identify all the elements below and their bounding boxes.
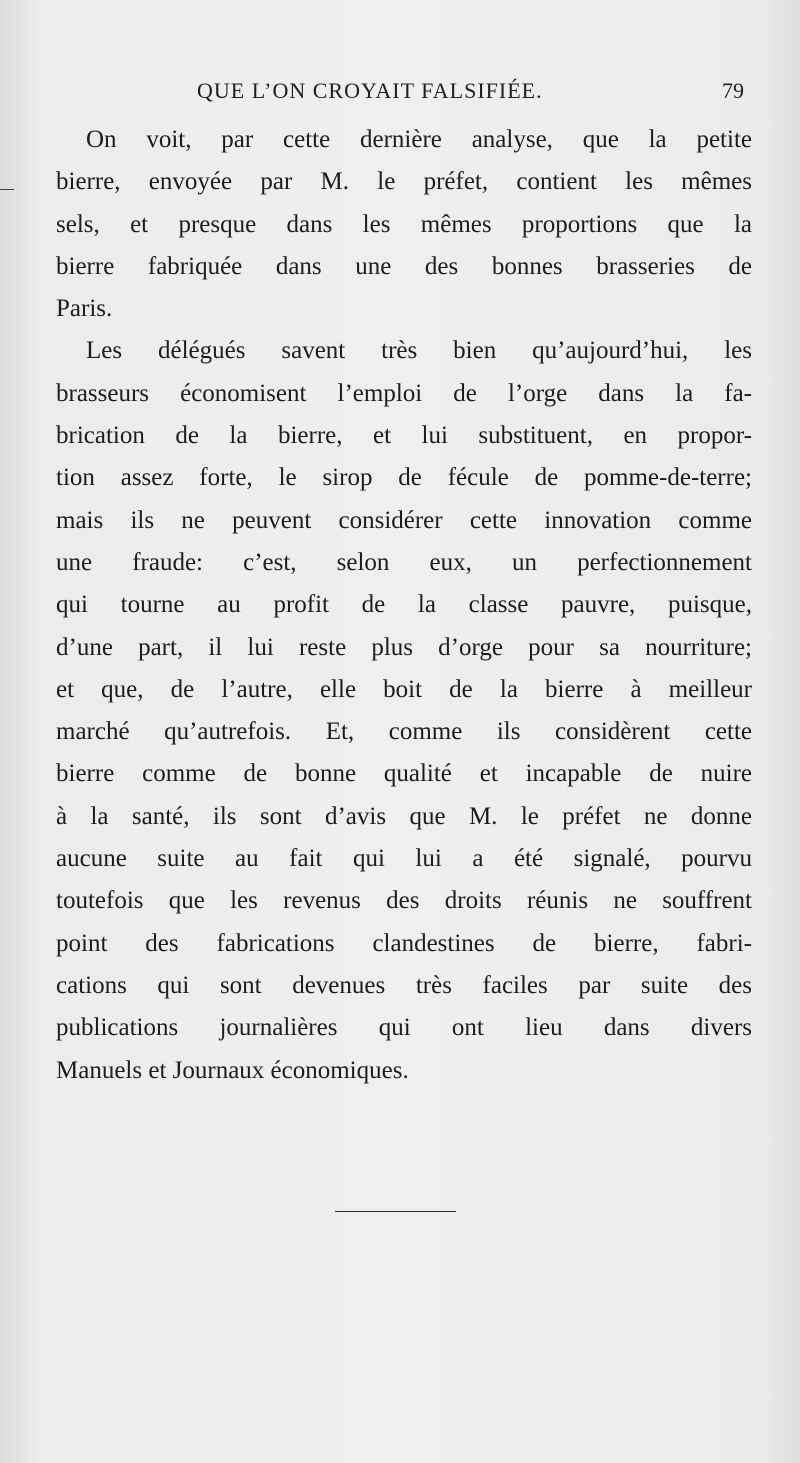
page-number: 79 bbox=[722, 78, 744, 103]
text-line: Les délégués savent très bien qu’aujourd’hui, les bbox=[86, 337, 752, 365]
text-line: bierre comme de bonne qualité et incapable de nuire bbox=[56, 760, 752, 788]
text-line: sels, et presque dans les mêmes proportions que la bbox=[56, 210, 752, 238]
text-line: à la santé, ils sont d’avis que M. le préfet ne donne bbox=[56, 802, 752, 830]
section-end-rule bbox=[335, 1211, 456, 1212]
text-line: aucune suite au fait qui lui a été signalé, pourvu bbox=[56, 845, 752, 873]
text-line: toutefois que les revenus des droits réunis ne souffrent bbox=[56, 887, 752, 915]
page-header bbox=[0, 78, 800, 112]
text-line: une fraude: c’est, selon eux, un perfectionnement bbox=[56, 548, 752, 576]
paragraph-2 bbox=[56, 330, 752, 1091]
margin-mark bbox=[0, 189, 14, 190]
text-line: marché qu’autrefois. Et, comme ils considèrent cette bbox=[56, 718, 752, 746]
text-line: On voit, par cette dernière analyse, que la petite bbox=[86, 126, 752, 153]
body-text bbox=[56, 119, 752, 1092]
paragraph-1 bbox=[56, 119, 752, 330]
text-line: Paris. bbox=[56, 295, 113, 323]
text-line: brication de la bierre, et lui substituent, en propor- bbox=[56, 422, 752, 450]
text-line: Manuels et Journaux économiques. bbox=[56, 1056, 409, 1084]
running-title: QUE L’ON CROYAIT FALSIFIÉE. bbox=[197, 78, 543, 103]
text-line: point des fabrications clandestines de bierre, fabri- bbox=[56, 929, 752, 957]
text-line: qui tourne au profit de la classe pauvre, puisque, bbox=[56, 591, 752, 619]
text-line: brasseurs économisent l’emploi de l’orge dans la fa- bbox=[56, 379, 752, 407]
text-line: cations qui sont devenues très faciles par suite des bbox=[56, 971, 752, 999]
text-line: et que, de l’autre, elle boit de la bierre à meilleur bbox=[56, 675, 752, 703]
text-line: tion assez forte, le sirop de fécule de pomme-de-terre; bbox=[56, 464, 752, 492]
text-line: publications journalières qui ont lieu dans divers bbox=[56, 1014, 752, 1042]
text-line: mais ils ne peuvent considérer cette innovation comme bbox=[56, 506, 752, 534]
text-line: d’une part, il lui reste plus d’orge pour sa nourriture; bbox=[56, 633, 752, 661]
text-line: bierre fabriquée dans une des bonnes brasseries de bbox=[56, 252, 752, 280]
text-line: bierre, envoyée par M. le préfet, contient les mêmes bbox=[56, 168, 752, 196]
